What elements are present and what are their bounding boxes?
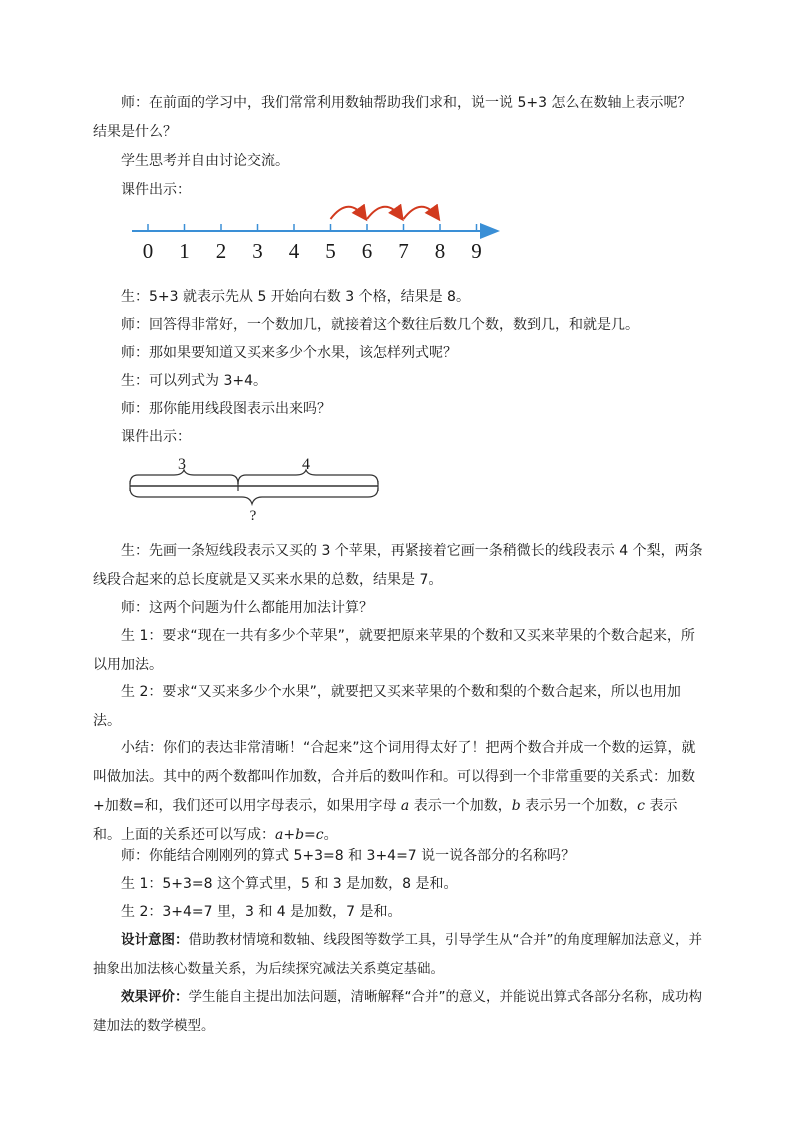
- number-line-label: 1: [179, 239, 190, 263]
- number-line-jump-arrow: [367, 207, 402, 219]
- effect-evaluation-note: [93, 983, 703, 1041]
- summary-text-4: 表示和。上面的关系还可以写成：: [93, 798, 678, 843]
- paragraph-teacher-question-number-line: 师：在前面的学习中，我们常常利用数轴帮助我们求和，说一说 5+3 怎么在数轴上表示呢？结果是什么？: [93, 95, 692, 140]
- paragraph-summary: [93, 734, 703, 850]
- paragraph-teacher-question-fruit: 师：那如果要知道又买来多少个水果，该怎样列式呢？: [121, 345, 457, 361]
- segment-diagram-figure: [124, 450, 386, 530]
- formula-abc: a+b=c: [275, 827, 324, 843]
- design-intent-note: [93, 926, 703, 984]
- letter-b: b: [511, 798, 521, 814]
- summary-text-2: 表示一个加数，: [409, 798, 512, 814]
- paragraph-teacher-name-parts: 师：你能结合刚刚列的算式 5+3=8 和 3+4=7 说一说各部分的名称吗？: [121, 848, 576, 864]
- number-line-label: 2: [215, 239, 227, 263]
- paragraph-student1-parts: 生 1：5+3=8 这个算式里，5 和 3 是加数，8 是和。: [121, 876, 458, 892]
- number-line-label: 8: [434, 239, 446, 263]
- number-line-label: 7: [398, 239, 409, 263]
- number-line-label: 6: [361, 239, 373, 263]
- summary-text-5: 。: [323, 827, 338, 843]
- effect-evaluation-text: 学生能自主提出加法问题，清晰解释“合并”的意义，并能说出算式各部分名称，成功构建加法的数学模型。: [93, 989, 702, 1034]
- paragraph-teacher-praise: 师：回答得非常好，一个数加几，就接着这个数往后数几个数，数到几，和就是几。: [121, 317, 639, 333]
- paragraph-student-answer-number-line: 生：5+3 就表示先从 5 开始向右数 3 个格，结果是 8。: [121, 289, 470, 305]
- design-intent-text: 借助教材情境和数轴、线段图等数学工具，引导学生从“合并”的角度理解加法意义，并抽象出加法核心数量关系，为后续探究减法关系奠定基础。: [93, 932, 702, 977]
- number-line-jump-arrow: [404, 207, 439, 219]
- segment-right-label: 4: [302, 456, 310, 473]
- number-line-figure: [128, 200, 508, 272]
- number-line-label: 4: [288, 239, 300, 263]
- paragraph-student1-apples: 生 1：要求“现在一共有多少个苹果”，就要把原来苹果的个数和又买来苹果的个数合起来，所以用加法。: [93, 628, 695, 673]
- number-line-jump-arrow: [331, 207, 366, 219]
- paragraph-courseware-show-2: 课件出示：: [121, 429, 191, 445]
- segment-left-label: 3: [178, 456, 186, 473]
- number-line-label: 5: [325, 239, 336, 263]
- effect-evaluation-label: 效果评价：: [121, 989, 189, 1005]
- number-line-label: 0: [142, 239, 154, 263]
- letter-a: a: [400, 798, 410, 814]
- number-line-label: 9: [471, 239, 482, 263]
- design-intent-label: 设计意图：: [121, 932, 189, 948]
- paragraph-teacher-question-segment: 师：那你能用线段图表示出来吗？: [121, 401, 331, 417]
- paragraph-student-discussion: 学生思考并自由讨论交流。: [121, 153, 289, 169]
- paragraph-student-explain-segment: 生：先画一条短线段表示又买的 3 个苹果，再紧接着它画一条稍微长的线段表示 4 个梨，两条线段合起来的总长度就是又买来水果的总数，结果是 7。: [93, 543, 703, 588]
- number-line-label: 3: [252, 239, 263, 263]
- paragraph-teacher-why-addition: 师：这两个问题为什么都能用加法计算？: [121, 600, 373, 616]
- summary-text-1: 小结：你们的表达非常清晰！“合起来”这个词用得太好了！把两个数合并成一个数的运算，就叫做加法。其中的两个数都叫作加数，合并后的数叫作和。可以得到一个非常重要的关系式：加数+加数=和，我们还可以用字母表示，如果用字母: [93, 740, 696, 814]
- brace-bottom-total: [130, 488, 378, 504]
- brace-top-right: [238, 470, 378, 484]
- paragraph-student-expression: 生：可以列式为 3+4。: [121, 373, 267, 389]
- paragraph-student2-parts: 生 2：3+4=7 里，3 和 4 是加数，7 是和。: [121, 904, 402, 920]
- paragraph-student2-fruit: 生 2：要求“又买来多少个水果”，就要把又买来苹果的个数和梨的个数合起来，所以也用加法。: [93, 684, 681, 729]
- paragraph-courseware-show-1: 课件出示：: [121, 182, 191, 198]
- letter-c: c: [637, 798, 645, 814]
- segment-total-label: ?: [249, 508, 257, 524]
- summary-text-3: 表示另一个加数，: [520, 798, 638, 814]
